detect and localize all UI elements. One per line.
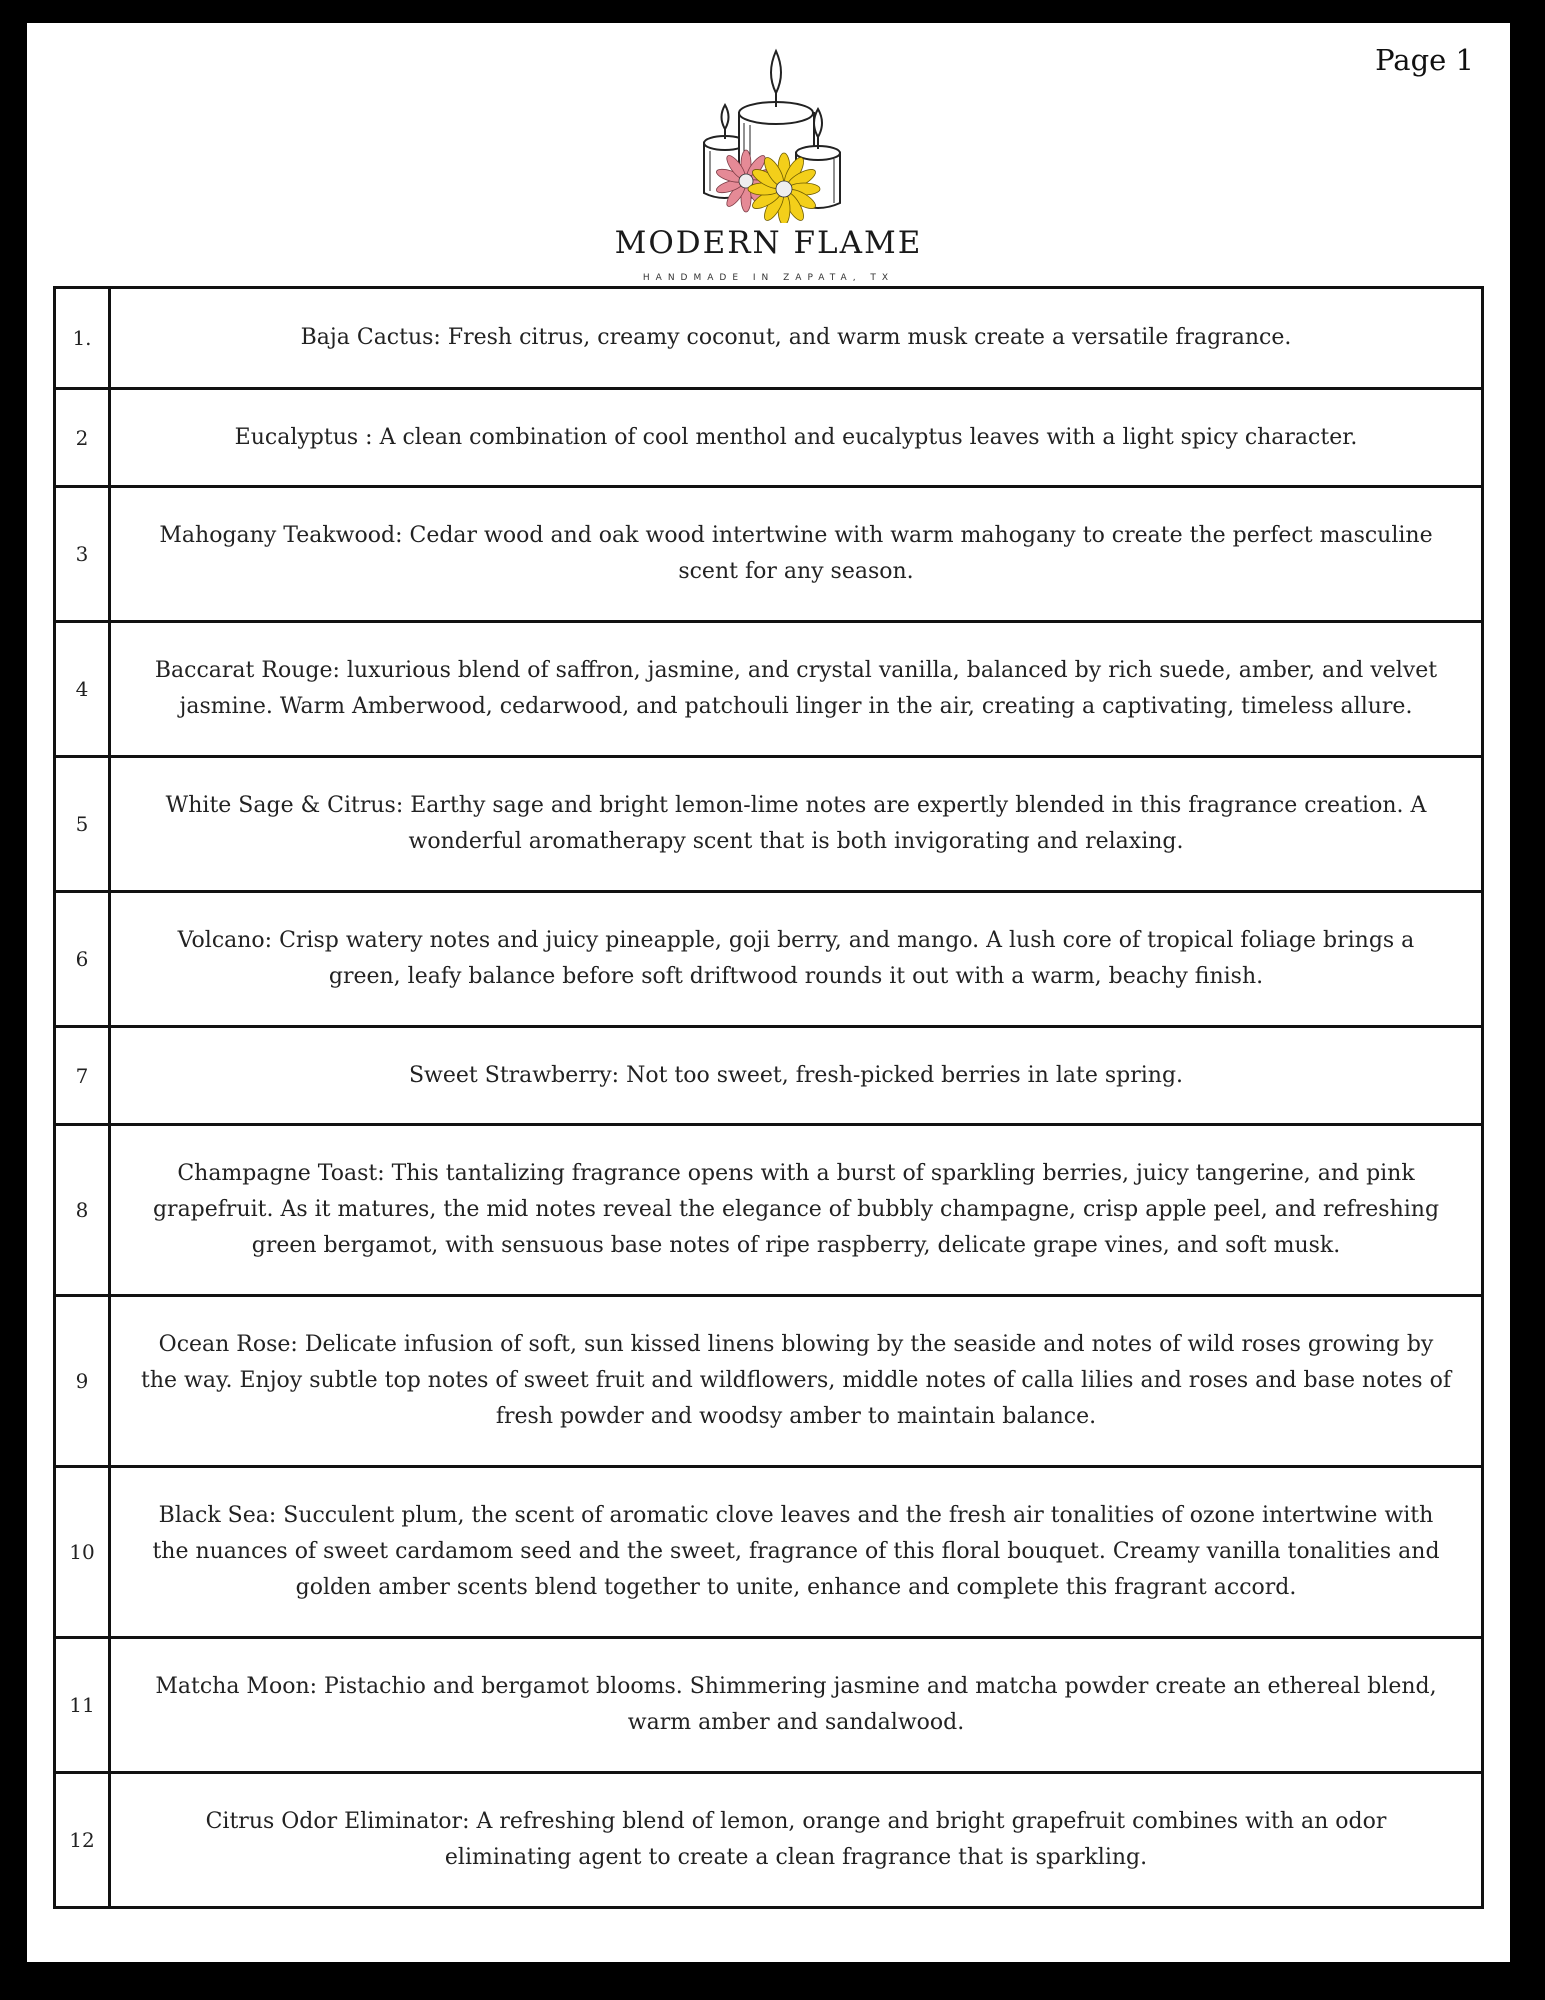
brand-tagline: HANDMADE IN ZAPATA, TX [642, 273, 895, 283]
brand-name: MODERN FLAME [614, 225, 923, 261]
scent-number: 5 [55, 757, 110, 892]
scent-row [55, 1125, 1483, 1296]
scent-row [55, 622, 1483, 757]
scent-table [53, 286, 1484, 1909]
scent-number: 10 [55, 1467, 110, 1638]
scent-number: 4 [55, 622, 110, 757]
scent-number: 3 [55, 487, 110, 622]
scent-description: Eucalyptus : A clean combination of cool menthol and eucalyptus leaves with a light spicy character. [110, 389, 1483, 487]
scent-description: Mahogany Teakwood: Cedar wood and oak wood intertwine with warm mahogany to create the perfect masculine scent for any season. [110, 487, 1483, 622]
scent-row [55, 757, 1483, 892]
scent-number: 2 [55, 389, 110, 487]
scent-number: 1. [55, 288, 110, 389]
candles-with-flowers-icon [684, 43, 854, 223]
scent-row [55, 487, 1483, 622]
scent-row [55, 1773, 1483, 1908]
scent-row [55, 1638, 1483, 1773]
scent-row [55, 1467, 1483, 1638]
scent-row [55, 1296, 1483, 1467]
scent-description: Baja Cactus: Fresh citrus, creamy coconut, and warm musk create a versatile fragrance. [110, 288, 1483, 389]
scent-description: Ocean Rose: Delicate infusion of soft, sun kissed linens blowing by the seaside and notes of wild roses growing by the way. Enjoy subtle top notes of sweet fruit and wildflowers, middle notes of calla lilies and roses and base notes of fresh powder and woodsy amber to maintain balance. [110, 1296, 1483, 1467]
scent-description: Baccarat Rouge: luxurious blend of saffron, jasmine, and crystal vanilla, balanced by rich suede, amber, and velvet jasmine. Warm Amberwood, cedarwood, and patchouli linger in the air, creating a captivating, timeless allure. [110, 622, 1483, 757]
scent-description: White Sage & Citrus: Earthy sage and bright lemon-lime notes are expertly blended in this fragrance creation. A wonderful aromatherapy scent that is both invigorating and relaxing. [110, 757, 1483, 892]
scent-number: 6 [55, 892, 110, 1027]
scent-description: Black Sea: Succulent plum, the scent of aromatic clove leaves and the fresh air tonalities of ozone intertwine with the nuances of sweet cardamom seed and the sweet, fragrance of this floral bouquet. Creamy vanilla tonalities and golden amber scents blend together to unite, enhance and complete this fragrant accord. [110, 1467, 1483, 1638]
scent-row [55, 892, 1483, 1027]
scent-description: Champagne Toast: This tantalizing fragrance opens with a burst of sparkling berries, juicy tangerine, and pink grapefruit. As it matures, the mid notes reveal the elegance of bubbly champagne, crisp apple peel, and refreshing green bergamot, with sensuous base notes of ripe raspberry, delicate grape vines, and soft musk. [110, 1125, 1483, 1296]
scent-description: Citrus Odor Eliminator: A refreshing blend of lemon, orange and bright grapefruit combines with an odor eliminating agent to create a clean fragrance that is sparkling. [110, 1773, 1483, 1908]
scent-number: 8 [55, 1125, 110, 1296]
scent-number: 11 [55, 1638, 110, 1773]
scent-number: 7 [55, 1027, 110, 1125]
scent-row [55, 288, 1483, 389]
scent-row [55, 389, 1483, 487]
brand-logo [27, 43, 1510, 298]
scent-description: Matcha Moon: Pistachio and bergamot blooms. Shimmering jasmine and matcha powder create an ethereal blend, warm amber and sandalwood. [110, 1638, 1483, 1773]
scent-description: Volcano: Crisp watery notes and juicy pineapple, goji berry, and mango. A lush core of tropical foliage brings a green, leafy balance before soft driftwood rounds it out with a warm, beachy finish. [110, 892, 1483, 1027]
scent-row [55, 1027, 1483, 1125]
scent-number: 12 [55, 1773, 110, 1908]
scent-description: Sweet Strawberry: Not too sweet, fresh-picked berries in late spring. [110, 1027, 1483, 1125]
page-number: Page 1 [1375, 43, 1474, 77]
scent-number: 9 [55, 1296, 110, 1467]
document-page [27, 23, 1510, 1962]
